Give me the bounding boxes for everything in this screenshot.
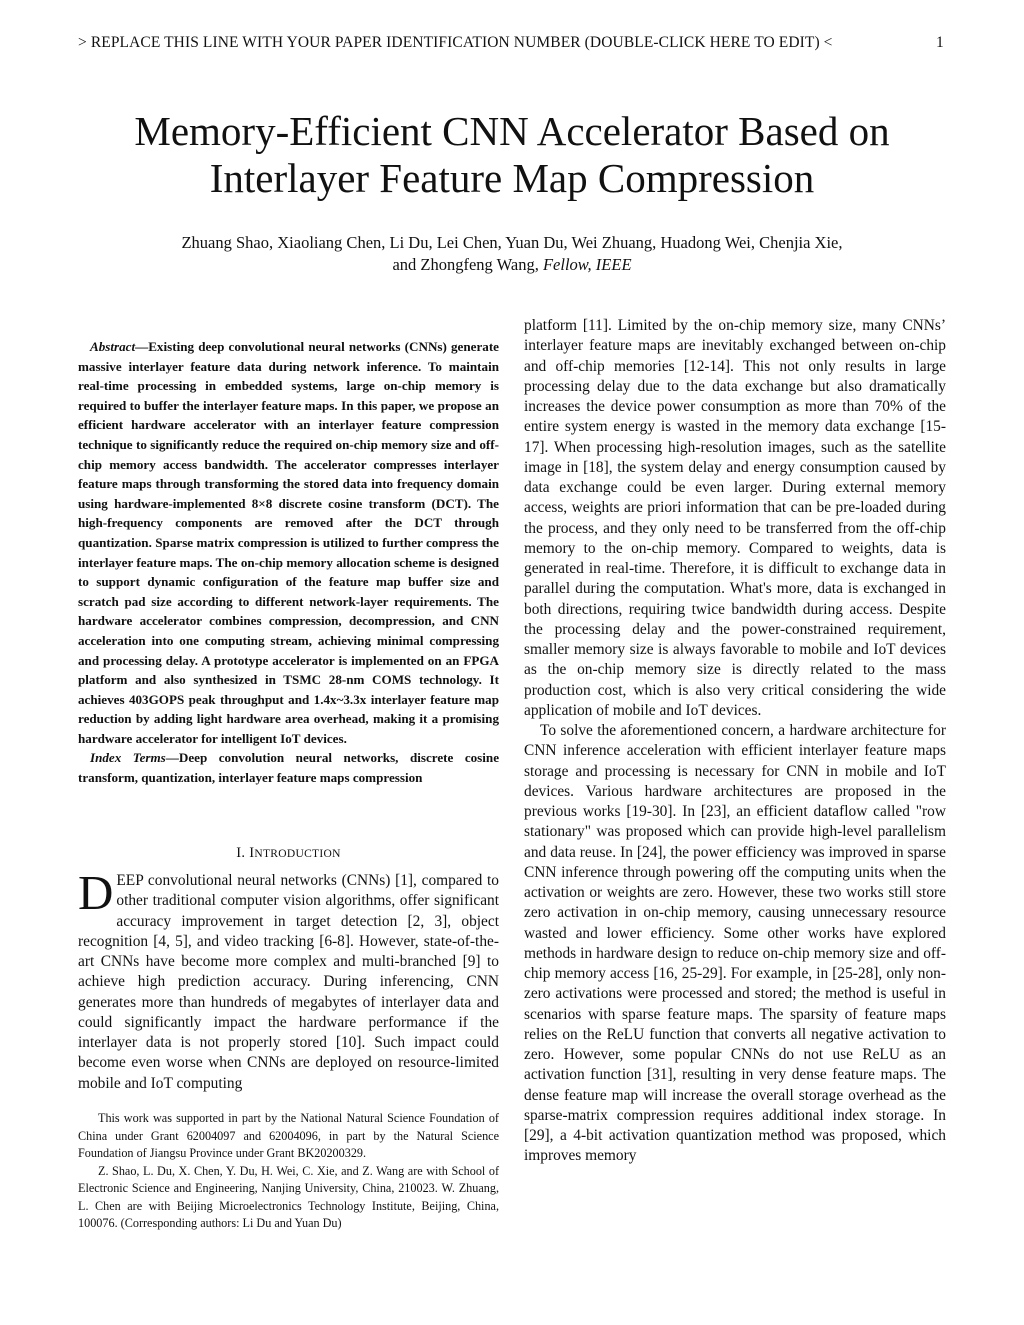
- section-heading-introduction: [78, 845, 499, 862]
- section-title-rest: NTRODUCTION: [254, 848, 341, 860]
- authors-line-2: [0, 254, 1024, 276]
- authors-line-1: Zhuang Shao, Xiaoliang Chen, Li Du, Lei Chen, Yuan Du, Wei Zhuang, Huadong Wei, Chenjia Xie,: [181, 233, 843, 252]
- footnote-funding: This work was supported in part by the National Natural Science Foundation of China under Grant 62004097 and 62004096, in part by the Natural Science Foundation of Jiangsu Province under Grant BK20200329.: [78, 1111, 499, 1160]
- abstract-label: Abstract: [90, 339, 136, 354]
- right-paragraph-2: To solve the aforementioned concern, a hardware architecture for CNN inference acceleration with efficient interlayer feature maps storage and processing is necessary for CNN in mobile and IoT devices. Various hardware architectures are proposed in the previous works [19-30]. In [23], an efficient dataflow called "row stationary" was proposed which can provide high-level parallelism and data reuse. In [24], the power efficiency was improved in sparse CNN inference through powering off the computing units when the activation or weights are zero. However, these two works still store zero activation in on-chip memory, causing unnecessary resource wasted and lower efficiency. Some other works have explored methods in hardware design to reduce on-chip memory size and off-chip memory access [16, 25-29]. For example, in [25-28], only non-zero activations were processed and stored; the method is useful in scenarios with sparse feature maps. The sparsity of feature maps relies on the ReLU function that converts all negative activation to zero. However, some popular CNNs do not use ReLU as an activation function [31], resulting in very dense feature maps. The dense feature map will increase the overall storage overhead as the sparse-matrix compression requires additional index storage. In [29], a 4-bit activation quantization method was proposed, which improves memory: [524, 722, 946, 1165]
- abstract-paragraph: [78, 337, 499, 748]
- footnote: [78, 1110, 499, 1233]
- section-initial: I: [249, 845, 255, 861]
- intro-lead-word: EEP: [116, 872, 144, 889]
- paper-title: [0, 108, 1024, 202]
- authors-line-2-prefix: and Zhongfeng Wang,: [392, 255, 543, 274]
- page-number: 1: [936, 34, 944, 51]
- running-head: > REPLACE THIS LINE WITH YOUR PAPER IDENTIFICATION NUMBER (DOUBLE-CLICK HERE TO EDIT) <: [78, 34, 833, 51]
- index-terms-text: —Deep convolution neural networks, discrete cosine transform, quantization, interlayer feature maps compression: [78, 750, 500, 786]
- title-line-1: Memory-Efficient CNN Accelerator Based on: [134, 108, 890, 154]
- title-line-2: Interlayer Feature Map Compression: [209, 155, 815, 201]
- section-numeral: I.: [236, 845, 250, 861]
- index-terms-label: Index Terms: [90, 750, 166, 766]
- author-fellow-title: Fellow, IEEE: [542, 255, 632, 274]
- footnote-affiliations: Z. Shao, L. Du, X. Chen, Y. Du, H. Wei, C. Xie, and Z. Wang are with School of Electronic Science and Engineering, Nanjing University, China, 210023. W. Zhuang, L. Chen are with Beijing Microelectronics Technology Institute, Beijing, China, 100076. (Corresponding authors: Li Du and Yuan Du): [78, 1163, 499, 1230]
- intro-text: convolutional neural networks (CNNs) [1], compared to other traditional computer vision algorithms, offer significant accuracy improvement in target detection [2, 3], object recognition [4, 5], and video tracking [6-8]. However, state-of-the-art CNNs have become more complex and multi-branched [9] to achieve high prediction accuracy. During inferencing, CNN generates more than hundreds of megabytes of interlayer data and could significantly impact the hardware performance if the interlayer data is not properly stored [10]. Such impact could become even worse when CNNs are deployed on resource-limited mobile and IoT computing: [78, 872, 499, 1092]
- author-list: [0, 232, 1024, 276]
- index-terms: [78, 748, 499, 787]
- drop-cap: D: [78, 865, 114, 920]
- introduction-body: [78, 865, 499, 1094]
- abstract: [78, 337, 499, 788]
- intro-paragraph: [78, 865, 499, 1094]
- right-column-body: [524, 316, 946, 1167]
- right-paragraph-1: platform [11]. Limited by the on-chip memory size, many CNNs’ interlayer feature maps are inevitably exchanged between on-chip and off-chip memories [12-14]. This not only results in large processing delay due to the data exchange but also dramatically increases the device power consumption as more than 70% of the entire system energy is wasted in the memory data exchange [15-17]. When processing high-resolution images, such as the satellite image in [18], the system delay and energy consumption caused by data exchange could be even larger. During external memory access, weights are priori information that can be pre-loaded during the process, and they only need to be transferred from the off-chip memory to the on-chip memory. Compared to weights, data is generated in real-time. Therefore, it is difficult to exchange data in parallel during the computation. What's more, data is exchanged in both directions, requiring twice bandwidth during access. Despite the processing delay and the power-constrained requirement, smaller memory size is always favorable to mobile and IoT devices as the on-chip memory size is directly related to the mass production cost, which is also very critical considering the wide application of mobile and IoT devices.: [524, 317, 946, 719]
- abstract-text: —Existing deep convolutional neural networks (CNNs) generate massive interlayer feature data during network inference. To maintain real-time processing in embedded systems, large on-chip memory is required to buffer the interlayer feature maps. In this paper, we propose an efficient hardware accelerator with an interlayer feature compression technique to significantly reduce the required on-chip memory size and off-chip memory access bandwidth. The accelerator compresses interlayer feature maps through transforming the stored data into frequency domain using hardware-implemented 8×8 discrete cosine transform (DCT). The high-frequency components are removed after the DCT through quantization. Sparse matrix compression is utilized to further compress the interlayer feature maps. The on-chip memory allocation scheme is designed to support dynamic configuration of the feature map buffer size and scratch pad size according to different network-layer requirements. The hardware accelerator combines compression, decompression, and CNN acceleration into one computing stream, achieving minimal compressing and processing delay. A prototype accelerator is implemented on an FPGA platform and also synthesized in TSMC 28-nm COMS technology. It achieves 403GOPS peak throughput and 1.4x~3.3x interlayer feature map reduction by adding light hardware area overhead, making it a promising hardware accelerator for intelligent IoT devices.: [78, 339, 499, 746]
